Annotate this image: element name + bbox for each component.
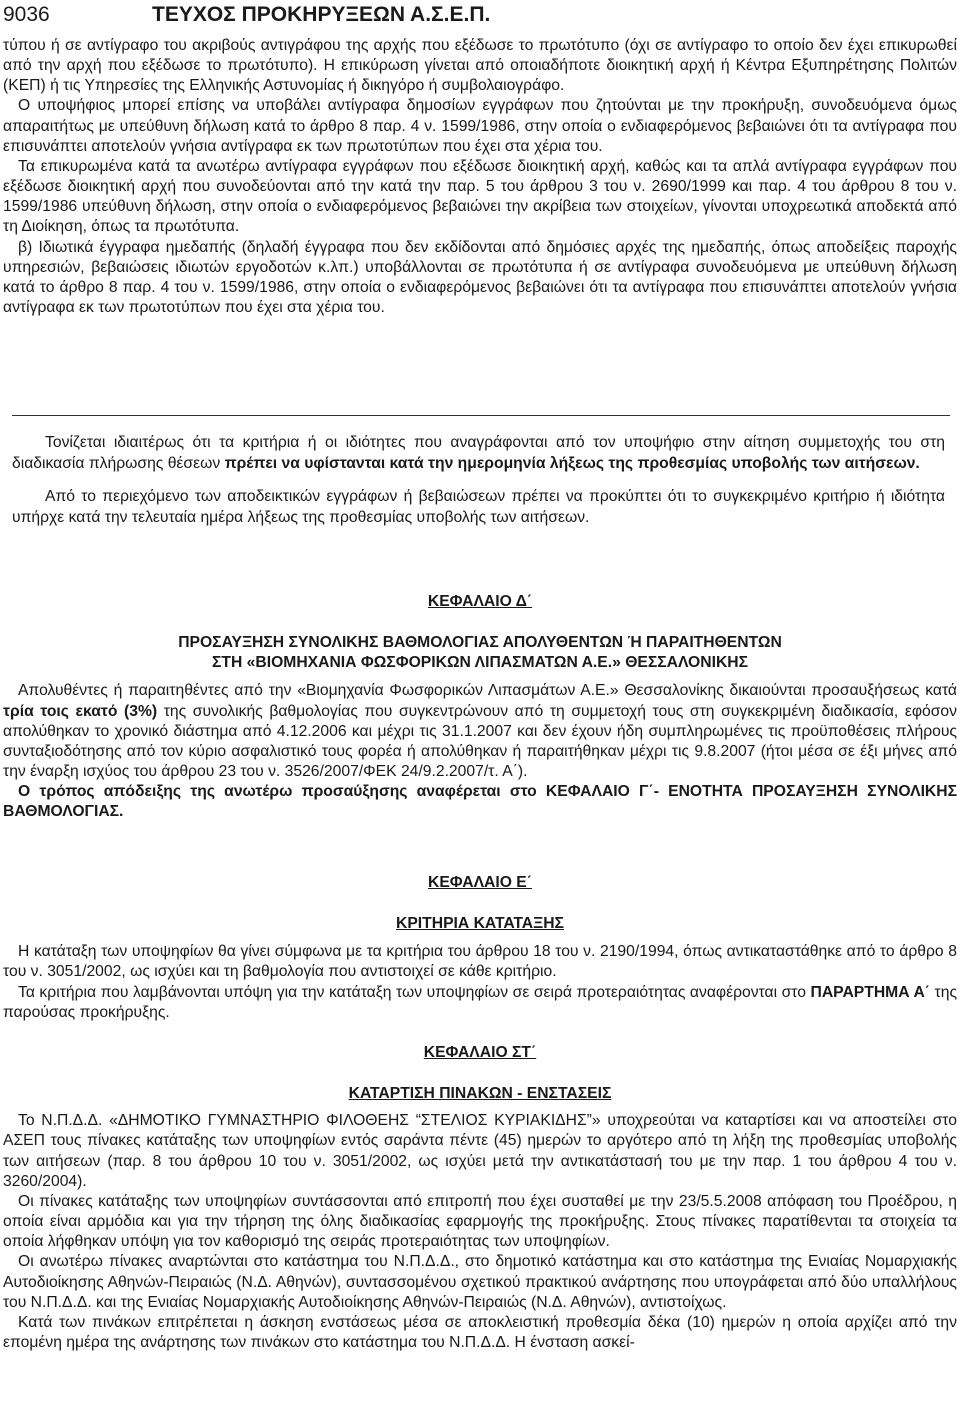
paragraph: Τα επικυρωμένα κατά τα ανωτέρω αντίγραφα εγγράφων που εξέδωσε διοικητική αρχή, καθώς και τα απλά αντίγραφα εγγράφων που εξέδωσε διοικητική αρχή που συνοδεύονται από την κατά την παρ. 5 του άρθρου 3 του ν. 2690/1999 και παρ. 4 του άρθρου 8 του ν. 1599/1986 υπεύθυνη δήλωση, στην οποία ο ενδιαφερόμενος βεβαιώνει την ακρίβεια των στοιχείων, γίνονται υποχρεωτικά αποδεκτά από τη Διοίκηση, όπως τα πρωτότυπα. <box>3 157 957 236</box>
paragraph: Κατά των πινάκων επιτρέπεται η άσκηση ενστάσεως μέσα σε αποκλειστική προθεσμία δέκα (10) ημερών η οποία αρχίζει από την επομένη ημέρα της ανάρτησης των πινάκων στο κατάστημα του Ν.Π.Δ.Δ. Η ένσταση ασκεί- <box>3 1313 957 1352</box>
page-header <box>3 2 957 28</box>
page-number: 9036 <box>3 3 50 26</box>
paragraph: Από το περιεχόμενο των αποδεικτικών εγγράφων ή βεβαιώσεων πρέπει να προκύπτει ότι το συγκεκριμένο κριτήριο ή ιδιότητα υπήρχε κατά την τελευταία ημέρα λήξεως της προθεσμίας υποβολής των αιτήσεων. <box>12 487 945 526</box>
paragraph: Το Ν.Π.Δ.Δ. «ΔΗΜΟΤΙΚΟ ΓΥΜΝΑΣΤΗΡΙΟ ΦΙΛΟΘΕΗΣ “ΣΤΕΛΙΟΣ ΚΥΡΙΑΚΙΔΗΣ”» υποχρεούται να καταρτίσει και να αποστείλει στο ΑΣΕΠ τους πίνακες κατάταξης των υποψηφίων εντός σαράντα πέντε (45) ημερών το αργότερο από τη λήξη της προθεσμίας υποβολής των αιτήσεων (παρ. 8 του άρθρου 10 του ν. 3051/2002, ως ισχύει μετά την αντικατάστασή του με την παρ. 1 του άρθρου 4 του ν. 3260/2004). <box>3 1112 957 1190</box>
paragraph <box>3 983 957 1023</box>
text-span: Απολυθέντες ή παραιτηθέντες από την «Βιομηχανία Φωσφορικών Λιπασμάτων Α.Ε.» Θεσσαλονίκης δικαιούνται προσαυξήσεως κατά <box>18 682 957 700</box>
chapter-heading: ΚΕΦΑΛΑΙΟ Ε΄ <box>428 874 532 891</box>
chapter-st <box>3 1043 957 1353</box>
notice-bold-text: πρέπει να υφίστανται κατά την ημερομηνία λήξεως της προθεσμίας υποβολής των αιτήσεων. <box>224 455 920 473</box>
paragraph: Η κατάταξη των υποψηφίων θα γίνει σύμφωνα με τα κριτήρια του άρθρου 18 του ν. 2190/1994, όπως αντικαταστάθηκε από το άρθρο 8 του ν. 3051/2002, ως ισχύει και τη βαθμολογία που αντιστοιχεί σε κάθε κριτήριο. <box>3 943 957 981</box>
text-span: της παρούσας προκήρυξης. <box>3 983 957 1021</box>
paragraph: Οι ανωτέρω πίνακες αναρτώνται στο κατάστημα του Ν.Π.Δ.Δ., στο δημοτικό κατάστημα και στο κατάστημα της Ενιαίας Νομαρχιακής Αυτοδιοίκησης Αθηνών-Πειραιώς (Ν.Δ. Αθηνών), συντασσομένου σχετικού πρακτικού ανάρτησης που υπογράφεται από δύο υπαλλήλους του Ν.Π.Δ.Δ. και της Ενιαίας Νομαρχιακής Αυτοδιοίκησης Αθηνών-Πειραιώς (Ν.Δ. Αθηνών), αντιστοίχως. <box>3 1253 957 1311</box>
chapter-d <box>3 592 957 823</box>
text-span: της συνολικής βαθμολογίας που συγκεντρώνουν από τη συμμετοχή τους στη συγκεκριμένη διαδικασία, εφόσον απολύθηκαν το χρονικό διάστημα από 4.12.2006 και μέχρι τις 31.1.2007 και δεν έχουν ήδη συμπληρωμένες τις προϋποθέσεις πλήρους συνταξιοδότησης από τον κύριο ασφαλιστικό τους φορέα ή απολύθηκαν ή παραιτήθηκαν μέχρι τις 9.8.2007 (ήτοι μέσα σε έξι μήνες από την έναρξη ισχύος του άρθρου 23 του ν. 3526/2007/ΦΕΚ 24/9.2.2007/τ. Α΄). <box>3 702 958 781</box>
bold-span: ΠΑΡΑΡΤΗΜΑ Α΄ <box>810 983 931 1001</box>
notice-text: Τονίζεται ιδιαιτέρως ότι τα κριτήρια ή οι ιδιότητες που αναγράφονται από τον υποψήφιο στην αίτηση συμμετοχής του στη διαδικασία πλήρωσης θέσεων <box>12 434 945 473</box>
notice-divider <box>12 415 950 416</box>
chapter-heading: ΚΕΦΑΛΑΙΟ Δ΄ <box>427 593 533 610</box>
paragraph: β) Ιδιωτικά έγγραφα ημεδαπής (δηλαδή έγγραφα που δεν εκδίδονται από δημόσιες αρχές της ημεδαπής, όπως αποδείξεις παροχής υπηρεσιών, βεβαιώσεις ιδιωτών εργοδοτών κ.λπ.) υποβάλλονται σε πρωτότυπα ή σε αντίγραφα συνοδευόμενα με υπεύθυνη δήλωση κατά το άρθρο 8 παρ. 4 του ν. 1599/1986, στην οποία ο ενδιαφερόμενος βεβαιώνει ότι τα αντίγραφα που επισυνάπτει αποτελούν γνήσια αντίγραφα εκ των πρωτοτύπων που έχει στα χέρια του. <box>3 238 957 317</box>
paragraph <box>12 432 945 475</box>
issue-title: ΤΕΥΧΟΣ ΠΡΟΚΗΡΥΞΕΩΝ Α.Σ.Ε.Π. <box>152 3 491 26</box>
paragraph <box>3 681 957 782</box>
chapter-title: ΚΑΤΑΡΤΙΣΗ ΠΙΝΑΚΩΝ - ΕΝΣΤΑΣΕΙΣ <box>348 1085 612 1103</box>
chapter-e <box>3 873 957 1023</box>
chapter-title: ΚΡΙΤΗΡΙΑ ΚΑΤΑΤΑΞΗΣ <box>396 915 564 933</box>
chapter-title-line: ΠΡΟΣΑΥΞΗΣΗ ΣΥΝΟΛΙΚΗΣ ΒΑΘΜΟΛΟΓΙΑΣ ΑΠΟΛΥΘΕΝΤΩΝ Ή ΠΑΡΑΙΤΗΘΕΝΤΩΝ <box>178 634 782 652</box>
chapter-heading: ΚΕΦΑΛΑΙΟ ΣΤ΄ <box>423 1044 537 1061</box>
paragraph: Ο τρόπος απόδειξης της ανωτέρω προσαύξησης αναφέρεται στο ΚΕΦΑΛΑΙΟ Γ΄- ΕΝΟΤΗΤΑ ΠΡΟΣΑΥΞΗΣΗ ΣΥΝΟΛΙΚΗΣ ΒΑΘΜΟΛΟΓΙΑΣ. <box>3 783 957 821</box>
notice-section <box>12 432 945 528</box>
chapter-title-line: ΣΤΗ «ΒΙΟΜΗΧΑΝΙΑ ΦΩΣΦΟΡΙΚΩΝ ΛΙΠΑΣΜΑΤΩΝ Α.Ε.» ΘΕΣΣΑΛΟΝΙΚΗΣ <box>211 654 749 672</box>
paragraph: Ο υποψήφιος μπορεί επίσης να υποβάλει αντίγραφα δημοσίων εγγράφων που ζητούνται με την προκήρυξη, συνοδευόμενα όμως απαραιτήτως με υπεύθυνη δήλωση κατά το άρθρο 8 παρ. 4 ν. 1599/1986, στην οποία ο ενδιαφερόμενος βεβαιώνει ότι τα αντίγραφα που επισυνάπτει αποτελούν γνήσια αντίγραφα εκ των πρωτοτύπων που έχει στα χέρια του. <box>3 97 957 155</box>
text-span: Τα κριτήρια που λαμβάνονται υπόψη για την κατάταξη των υποψηφίων σε σειρά προτεραιότητας αναφέρονται στο <box>18 983 811 1001</box>
top-section <box>3 36 957 318</box>
paragraph: τύπου ή σε αντίγραφο του ακριβούς αντιγράφου της αρχής που εξέδωσε το πρωτότυπο (όχι σε αντίγραφο το οποίο δεν έχει επικυρωθεί από την αρχή που εξέδωσε το πρωτότυπο). Η επικύρωση γίνεται από οποιαδήποτε διοικητική αρχή ή Κέντρα Εξυπηρέτησης Πολιτών (ΚΕΠ) ή τις Υπηρεσίες της Ελληνικής Αστυνομίας ή δικηγόρο ή συμβολαιογράφο. <box>3 37 957 95</box>
paragraph: Οι πίνακες κατάταξης των υποψηφίων συντάσσονται από επιτροπή που έχει συσταθεί με την 23/5.5.2008 απόφαση του Προέδρου, η οποία είναι αρμόδια και για την τήρηση της όλης διαδικασίας εφαρμογής της προκήρυξης. Στους πίνακες παρατίθενται τα στοιχεία τα οποία λήφθηκαν υπόψη για τον καθορισμό της σειράς προτεραιότητας των υποψηφίων. <box>3 1192 957 1251</box>
bold-span: τρία τοις εκατό (3%) <box>3 702 158 720</box>
